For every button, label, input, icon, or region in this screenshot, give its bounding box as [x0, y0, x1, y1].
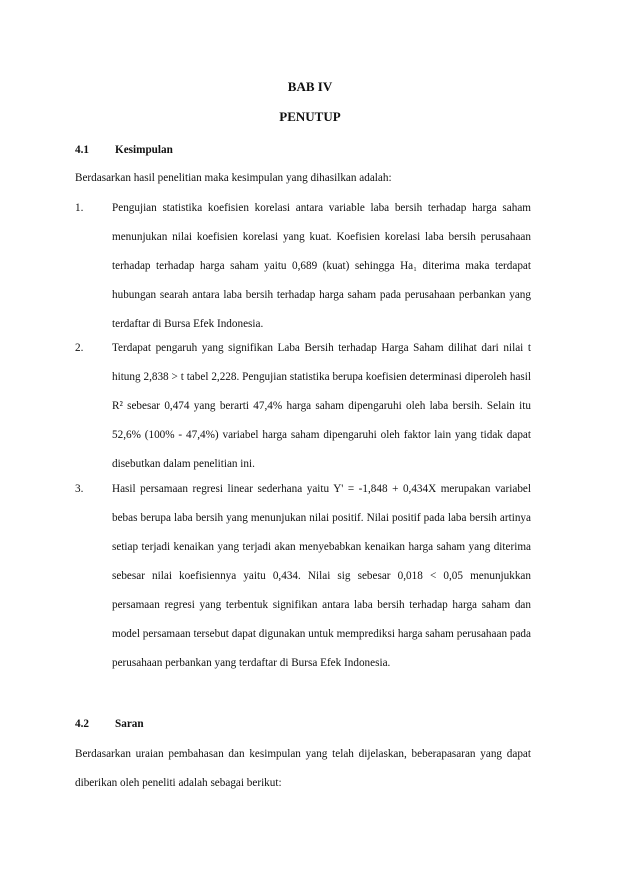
- section-title: Kesimpulan: [115, 144, 173, 156]
- section-title: Saran: [115, 718, 144, 730]
- list-item-text: Terdapat pengaruh yang signifikan Laba Bersih terhadap Harga Saham dilihat dari nilai t hitung 2,838 > t tabel 2,228. Pengujian statistika berupa koefisien determinasi diperoleh hasil R² sebesar 0,474 yang berarti 47,4% harga saham dipengaruhi oleh laba bersih. Selain itu 52,6% (100% - 47,4%) variabel harga saham dipengaruhi oleh faktor lain yang tidak dapat disebutkan dalam penelitian ini.: [112, 342, 531, 470]
- list-item-text: Hasil persamaan regresi linear sederhana yaitu Y' = -1,848 + 0,434X merupakan variabel bebas berupa laba bersih yang menunjukan nilai positif. Nilai positif pada laba bersih artinya setiap terjadi kenaikan yang terjadi akan menyebabkan kenaikan harga saham yang diterima sebesar nilai koefisiennya yaitu 0,434. Nilai sig sebesar 0,018 < 0,05 menunjukkan persamaan regresi yang terbentuk signifikan antara laba bersih terhadap harga saham dan model persamaan tersebut dapat digunakan untuk memprediksi harga saham perusahaan pada perusahaan perbankan yang terdaftar di Bursa Efek Indonesia.: [112, 483, 531, 669]
- list-item-text: Pengujian statistika koefisien korelasi antara variable laba bersih terhadap harga saham menunjukan nilai koefisien korelasi yang kuat. Koefisien korelasi laba bersih perusahaan terhadap terhadap harga saham yaitu 0,689 (kuat) sehingga Ha₁ diterima maka terdapat hubungan searah antara laba bersih terhadap harga saham pada perusahaan perbankan yang terdaftar di Bursa Efek Indonesia.: [112, 202, 531, 330]
- section-heading-saran: [75, 718, 144, 730]
- section-number: 4.1: [75, 144, 89, 156]
- saran-intro: Berdasarkan uraian pembahasan dan kesimpulan yang telah dijelaskan, beberapasaran yang dapat diberikan oleh peneliti adalah sebagai berikut:: [75, 748, 531, 789]
- list-item-number: 3.: [75, 483, 84, 495]
- kesimpulan-intro: Berdasarkan hasil penelitian maka kesimpulan yang dihasilkan adalah:: [75, 172, 392, 184]
- list-item-number: 1.: [75, 202, 84, 214]
- list-item: [75, 334, 531, 479]
- list-item-number: 2.: [75, 342, 84, 354]
- list-item: [75, 194, 531, 339]
- section-number: 4.2: [75, 718, 89, 730]
- list-item: [75, 475, 531, 678]
- chapter-label: BAB IV: [287, 79, 333, 94]
- section-heading-kesimpulan: [75, 144, 173, 156]
- chapter-title: PENUTUP: [279, 109, 341, 124]
